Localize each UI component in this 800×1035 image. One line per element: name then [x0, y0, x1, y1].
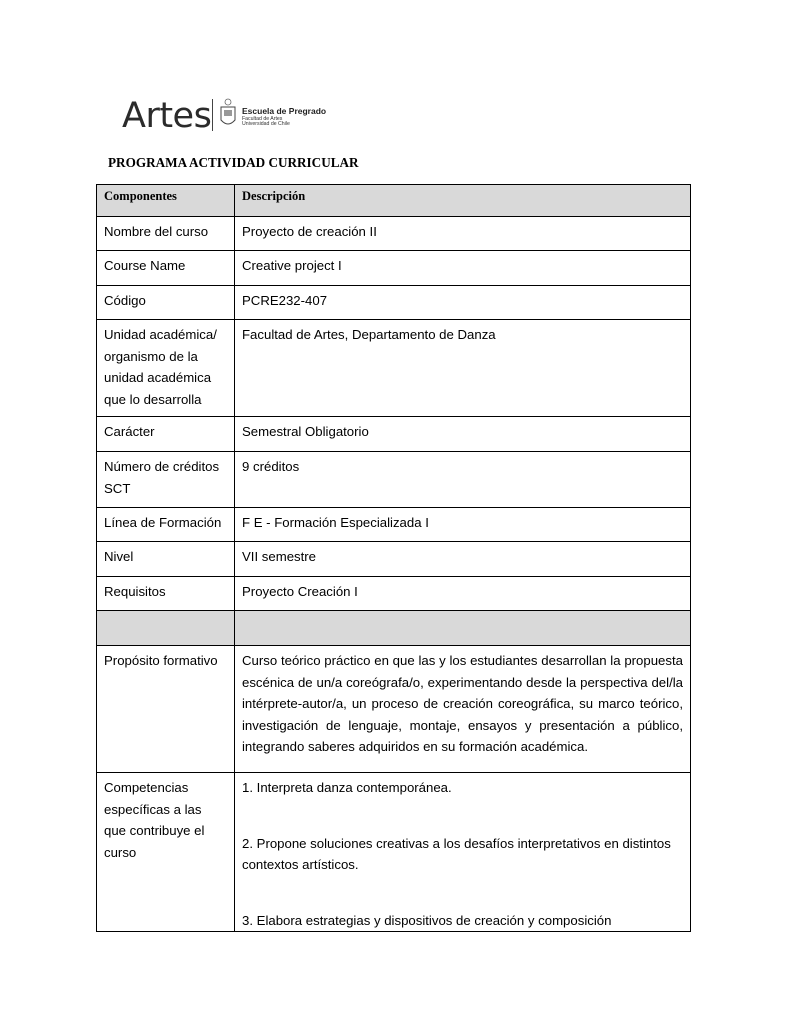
- header-descripcion: Descripción: [235, 185, 691, 217]
- blank-cell: [97, 611, 235, 646]
- blank-cell: [235, 611, 691, 646]
- table-separator-row: [97, 611, 691, 646]
- row-label: Carácter: [97, 417, 235, 452]
- row-label: Código: [97, 286, 235, 320]
- table-row: [97, 320, 691, 417]
- logo-school: Escuela de Pregrado: [242, 106, 327, 116]
- logo-faculty: Facultad de Artes: [242, 115, 283, 122]
- table-row: [97, 417, 691, 452]
- table-row: [97, 577, 691, 611]
- row-value: Facultad de Artes, Departamento de Danza: [235, 320, 691, 417]
- row-label: Nivel: [97, 542, 235, 577]
- row-value: PCRE232-407: [235, 286, 691, 320]
- row-value: Proyecto Creación I: [235, 577, 691, 611]
- table-row: [97, 508, 691, 542]
- table-header-row: [97, 185, 691, 217]
- table-row: [97, 452, 691, 508]
- proposito-value: Curso teórico práctico en que las y los estudiantes desarrollan la propuesta escénica de un/a coreógrafa/o, experimentando desde la perspectiva del/la intérprete-autor/a, un proceso de creación coreográfica, su marco teórico, investigación de lenguaje, montaje, ensayos y presentación a público, integrando saberes adquiridos en su formación académica.: [235, 646, 691, 773]
- curriculum-table: [96, 184, 691, 932]
- row-value: Proyecto de creación II: [235, 217, 691, 251]
- row-label: Propósito formativo: [97, 646, 235, 773]
- logo-separator: [212, 99, 213, 131]
- logo-text: [242, 107, 326, 127]
- table-row: [97, 286, 691, 320]
- logo-university: Universidad de Chile: [242, 120, 290, 127]
- row-label: Unidad académica/ organismo de la unidad académica que lo desarrolla: [97, 320, 235, 417]
- row-label: Requisitos: [97, 577, 235, 611]
- logo-brand: Artes: [122, 96, 212, 136]
- row-value: F E - Formación Especializada I: [235, 508, 691, 542]
- competencia-item: 1. Interpreta danza contemporánea.: [242, 780, 452, 795]
- row-value: Semestral Obligatorio: [235, 417, 691, 452]
- row-label: Nombre del curso: [97, 217, 235, 251]
- row-value: 9 créditos: [235, 452, 691, 508]
- row-label: Número de créditos SCT: [97, 452, 235, 508]
- table-row: [97, 542, 691, 577]
- competencia-item: 3. Elabora estrategias y dispositivos de creación y composición: [242, 912, 612, 928]
- competencia-item: 2. Propone soluciones creativas a los desafíos interpretativos en distintos contextos artísticos.: [242, 835, 671, 872]
- row-value: VII semestre: [235, 542, 691, 577]
- table-row: [97, 251, 691, 286]
- row-label: Competencias específicas a las que contribuye el curso: [97, 773, 235, 932]
- table-row: [97, 217, 691, 251]
- table-row-competencias: [97, 773, 691, 932]
- row-value: Creative project I: [235, 251, 691, 286]
- header-componentes: Componentes: [97, 185, 235, 217]
- document-title: PROGRAMA ACTIVIDAD CURRICULAR: [108, 155, 359, 170]
- faculty-logo: [122, 96, 352, 136]
- table-row-proposito: [97, 646, 691, 773]
- row-label: Course Name: [97, 251, 235, 286]
- competencias-list: [235, 773, 691, 932]
- row-label: Línea de Formación: [97, 508, 235, 542]
- university-seal-icon: [219, 98, 237, 130]
